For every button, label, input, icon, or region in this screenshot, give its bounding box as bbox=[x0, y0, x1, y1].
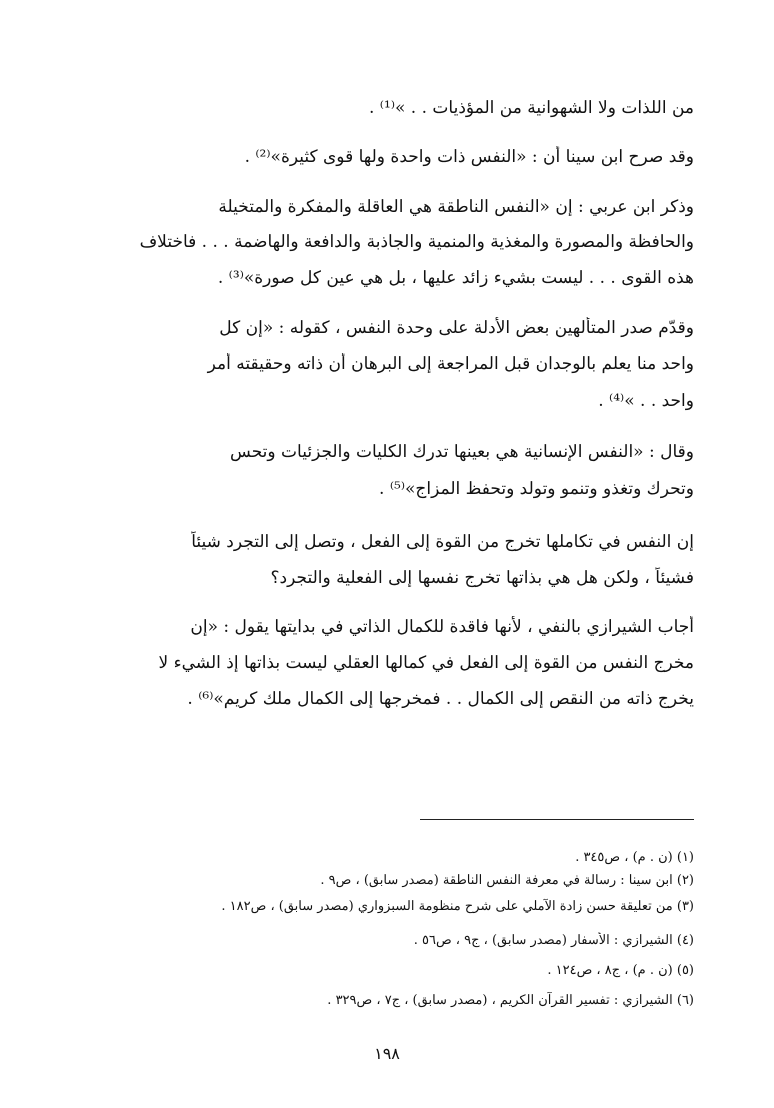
body-line-14: مخرج النفس من القوة إلى الفعل في كمالها العقلي ليست بذاتها إذ الشيء لا bbox=[158, 653, 694, 673]
body-line-6: وقدّم صدر المتألهين بعض الأدلة على وحدة النفس ، كقوله : «إن كل bbox=[219, 318, 694, 338]
footnote-5: (٥) (ن . م) ، ج٨ ، ص١٢٤ . bbox=[547, 963, 694, 978]
body-line-8: واحد . . »⁽⁴⁾ . bbox=[598, 391, 694, 411]
footnote-2: (٢) ابن سينا : رسالة في معرفة النفس الناطقة (مصدر سابق) ، ص٩ . bbox=[320, 873, 694, 888]
body-line-10: وتحرك وتغذو وتنمو وتولد وتحفظ المزاج»⁽⁵⁾ . bbox=[379, 479, 694, 499]
body-line-3: وذكر ابن عربي : إن «النفس الناطقة هي العاقلة والمفكرة والمتخيلة bbox=[218, 197, 694, 217]
body-line-12: فشيئاً ، ولكن هل هي بذاتها تخرج نفسها إلى الفعلية والتجرد؟ bbox=[270, 568, 694, 588]
body-line-13: أجاب الشيرازي بالنفي ، لأنها فاقدة للكمال الذاتي في بدايتها يقول : «إن bbox=[190, 617, 694, 637]
footnote-1: (١) (ن . م) ، ص٣٤٥ . bbox=[575, 850, 694, 865]
body-line-11: إن النفس في تكاملها تخرج من القوة إلى الفعل ، وتصل إلى التجرد شيئاً bbox=[191, 532, 694, 552]
body-line-15: يخرج ذاته من النقص إلى الكمال . . فمخرجها إلى الكمال ملك كريم»⁽⁶⁾ . bbox=[187, 689, 694, 709]
footnote-4: (٤) الشيرازي : الأسفار (مصدر سابق) ، ج٩ ، ص٥٦ . bbox=[413, 933, 694, 948]
footnote-3: (٣) من تعليقة حسن زادة الآملي على شرح منظومة السبزواري (مصدر سابق) ، ص١٨٢ . bbox=[221, 899, 694, 914]
body-line-7: واحد منا يعلم بالوجدان قبل المراجعة إلى البرهان أن ذاته وحقيقته أمر bbox=[207, 354, 694, 374]
body-line-5: هذه القوى . . . ليست بشيء زائد عليها ، بل هي عين كل صورة»⁽³⁾ . bbox=[217, 268, 694, 288]
body-line-9: وقال : «النفس الإنسانية هي بعينها تدرك الكليات والجزئيات وتحس bbox=[230, 442, 694, 462]
body-line-2: وقد صرح ابن سينا أن : «النفس ذات واحدة ولها قوى كثيرة»⁽²⁾ . bbox=[244, 147, 694, 167]
page-number: ١٩٨ bbox=[374, 1044, 400, 1063]
body-line-1: من اللذات ولا الشهوانية من المؤذيات . . »⁽¹⁾ . bbox=[369, 98, 694, 118]
body-line-4: والحافظة والمصورة والمغذية والمنمية والجاذبة والدافعة والهاضمة . . . فاختلاف bbox=[139, 232, 694, 252]
footnote-6: (٦) الشيرازي : تفسير القرآن الكريم ، (مصدر سابق) ، ج٧ ، ص٣٢٩ . bbox=[327, 993, 694, 1008]
footnote-divider bbox=[420, 819, 694, 820]
